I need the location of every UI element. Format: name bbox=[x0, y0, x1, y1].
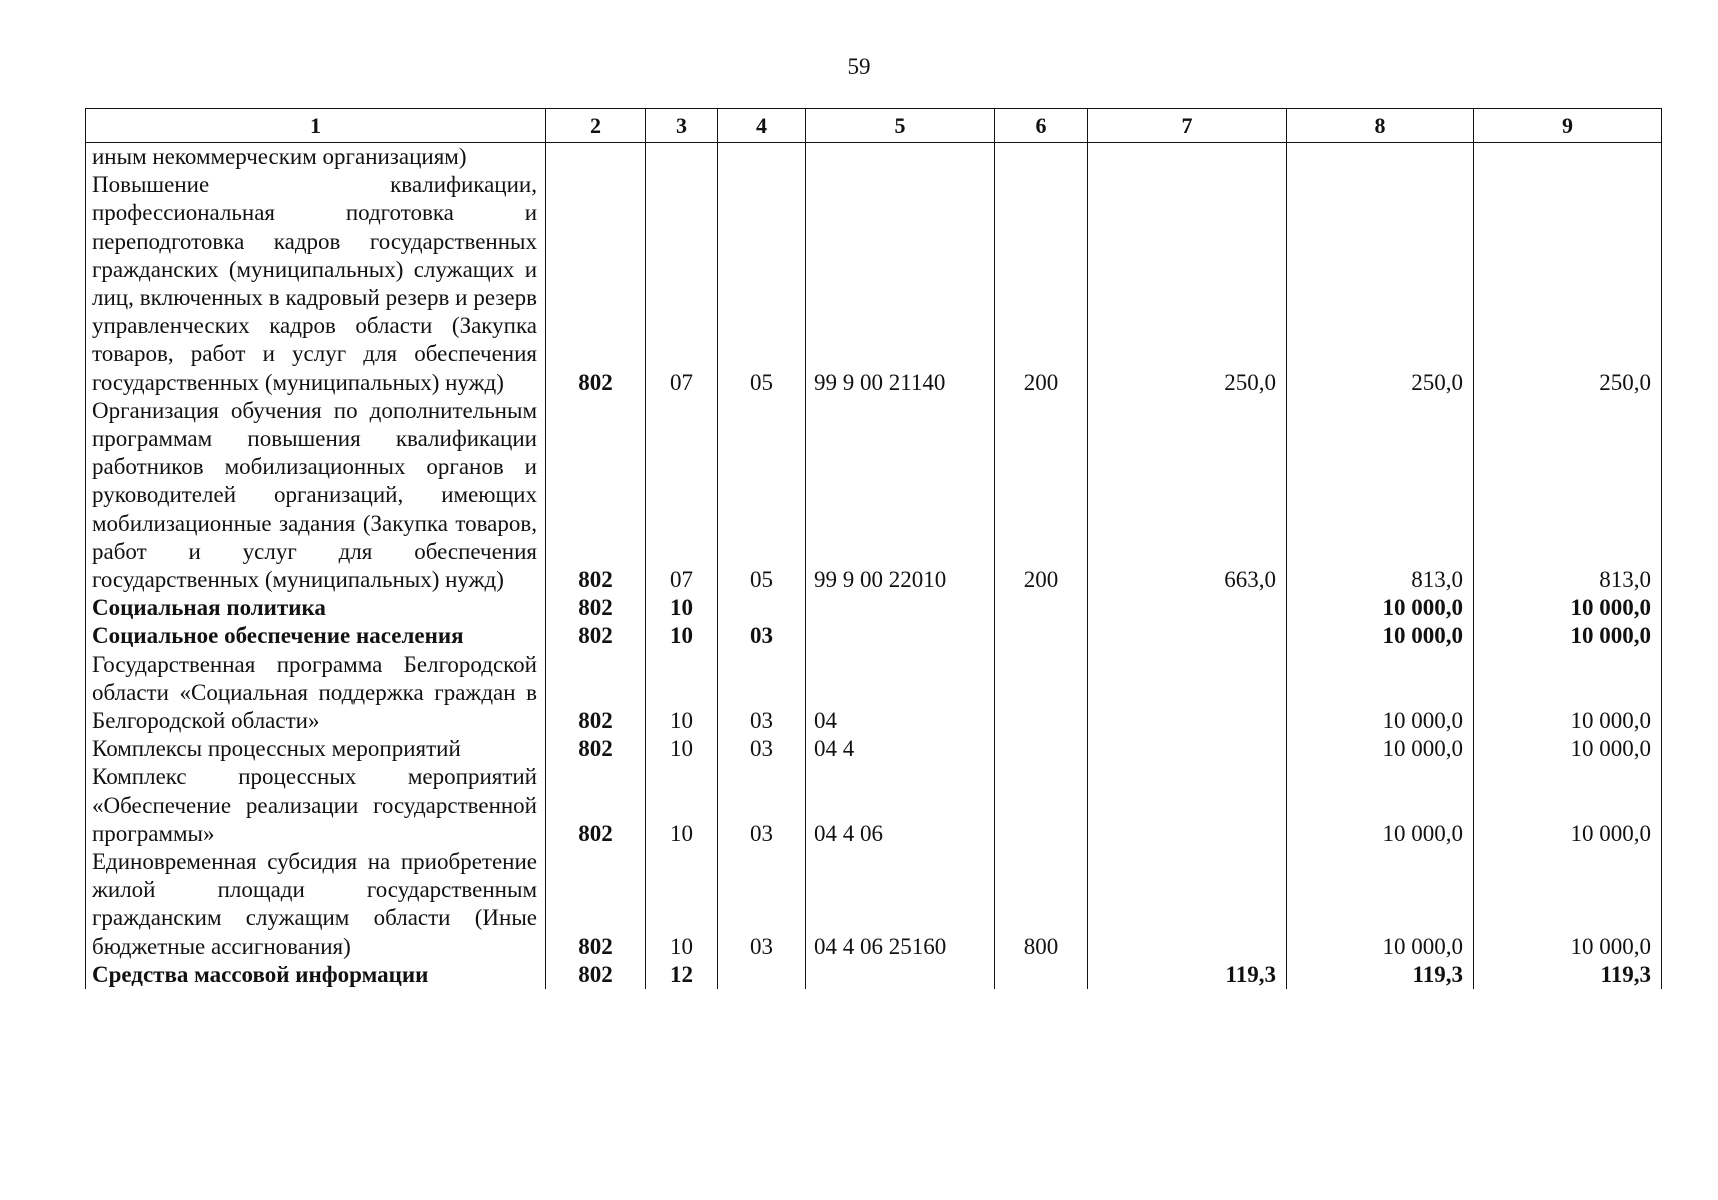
column-header: 4 bbox=[718, 109, 806, 143]
amount-col7-cell bbox=[1088, 594, 1287, 622]
row-name-cell: Организация обучения по дополнительным программам повышения квалификации работников мобилизационных органов и руководителей организаций, имеющих мобилизационные задания (Закупка товаров, работ и услуг для обеспечения государственных (муниципальных) нужд) bbox=[86, 397, 546, 594]
amount-col7-cell bbox=[1088, 143, 1287, 172]
gr-code-cell bbox=[546, 143, 646, 172]
column-header: 5 bbox=[806, 109, 995, 143]
row-name-cell: Комплекс процессных мероприятий «Обеспечение реализации государственной программы» bbox=[86, 763, 546, 848]
amount-col7-cell: 663,0 bbox=[1088, 397, 1287, 594]
section-code-cell: 10 bbox=[646, 651, 718, 736]
row-name-cell: Социальное обеспечение населения bbox=[86, 622, 546, 650]
amount-col9-cell: 10 000,0 bbox=[1474, 594, 1662, 622]
subsection-code-cell: 03 bbox=[718, 651, 806, 736]
amount-col9-cell: 119,3 bbox=[1474, 961, 1662, 989]
section-code-cell: 10 bbox=[646, 622, 718, 650]
table-row bbox=[86, 171, 1662, 397]
page-number: 59 bbox=[847, 54, 871, 79]
gr-code-cell: 802 bbox=[546, 397, 646, 594]
target-article-cell: 04 4 bbox=[806, 735, 995, 763]
section-code-cell: 10 bbox=[646, 735, 718, 763]
target-article-cell: 04 bbox=[806, 651, 995, 736]
table-row bbox=[86, 763, 1662, 848]
column-header: 3 bbox=[646, 109, 718, 143]
expense-type-cell bbox=[995, 961, 1088, 989]
row-name-cell: Государственная программа Белгородской области «Социальная поддержка граждан в Белгородской области» bbox=[86, 651, 546, 736]
amount-col9-cell: 250,0 bbox=[1474, 171, 1662, 397]
gr-code-cell: 802 bbox=[546, 763, 646, 848]
section-code-cell: 07 bbox=[646, 171, 718, 397]
amount-col8-cell: 250,0 bbox=[1287, 171, 1474, 397]
amount-col8-cell: 813,0 bbox=[1287, 397, 1474, 594]
expense-type-cell: 200 bbox=[995, 171, 1088, 397]
subsection-code-cell: 05 bbox=[718, 397, 806, 594]
target-article-cell bbox=[806, 961, 995, 989]
gr-code-cell: 802 bbox=[546, 848, 646, 961]
amount-col7-cell bbox=[1088, 651, 1287, 736]
table-row bbox=[86, 594, 1662, 622]
expense-type-cell bbox=[995, 735, 1088, 763]
gr-code-cell: 802 bbox=[546, 735, 646, 763]
amount-col8-cell: 10 000,0 bbox=[1287, 848, 1474, 961]
amount-col7-cell bbox=[1088, 763, 1287, 848]
gr-code-cell: 802 bbox=[546, 594, 646, 622]
section-code-cell bbox=[646, 143, 718, 172]
column-header: 6 bbox=[995, 109, 1088, 143]
target-article-cell: 99 9 00 22010 bbox=[806, 397, 995, 594]
budget-table bbox=[85, 108, 1662, 989]
section-code-cell: 07 bbox=[646, 397, 718, 594]
table-row bbox=[86, 961, 1662, 989]
table-row bbox=[86, 848, 1662, 961]
amount-col7-cell: 250,0 bbox=[1088, 171, 1287, 397]
amount-col8-cell: 10 000,0 bbox=[1287, 622, 1474, 650]
gr-code-cell: 802 bbox=[546, 961, 646, 989]
amount-col8-cell: 119,3 bbox=[1287, 961, 1474, 989]
section-code-cell: 10 bbox=[646, 848, 718, 961]
table-row bbox=[86, 143, 1662, 172]
gr-code-cell: 802 bbox=[546, 651, 646, 736]
amount-col9-cell: 10 000,0 bbox=[1474, 622, 1662, 650]
section-code-cell: 10 bbox=[646, 763, 718, 848]
amount-col9-cell: 10 000,0 bbox=[1474, 763, 1662, 848]
subsection-code-cell: 03 bbox=[718, 763, 806, 848]
column-header: 7 bbox=[1088, 109, 1287, 143]
row-name-cell: Социальная политика bbox=[86, 594, 546, 622]
column-header: 8 bbox=[1287, 109, 1474, 143]
expense-type-cell bbox=[995, 651, 1088, 736]
row-name-cell: Комплексы процессных мероприятий bbox=[86, 735, 546, 763]
subsection-code-cell: 03 bbox=[718, 622, 806, 650]
column-header: 1 bbox=[86, 109, 546, 143]
subsection-code-cell bbox=[718, 961, 806, 989]
amount-col8-cell: 10 000,0 bbox=[1287, 735, 1474, 763]
target-article-cell: 99 9 00 21140 bbox=[806, 171, 995, 397]
section-code-cell: 12 bbox=[646, 961, 718, 989]
amount-col9-cell: 10 000,0 bbox=[1474, 651, 1662, 736]
target-article-cell bbox=[806, 594, 995, 622]
target-article-cell: 04 4 06 bbox=[806, 763, 995, 848]
amount-col8-cell: 10 000,0 bbox=[1287, 651, 1474, 736]
expense-type-cell bbox=[995, 594, 1088, 622]
amount-col8-cell: 10 000,0 bbox=[1287, 594, 1474, 622]
row-name-cell: Единовременная субсидия на приобретение жилой площади государственным гражданским служащим области (Иные бюджетные ассигнования) bbox=[86, 848, 546, 961]
amount-col9-cell: 10 000,0 bbox=[1474, 848, 1662, 961]
gr-code-cell: 802 bbox=[546, 171, 646, 397]
amount-col9-cell: 813,0 bbox=[1474, 397, 1662, 594]
subsection-code-cell bbox=[718, 143, 806, 172]
column-header: 2 bbox=[546, 109, 646, 143]
expense-type-cell: 200 bbox=[995, 397, 1088, 594]
row-name-cell: Повышение квалификации, профессиональная подготовка и переподготовка кадров государственных гражданских (муниципальных) служащих и лиц, включенных в кадровый резерв и резерв управленческих кадров области (Закупка товаров, работ и услуг для обеспечения государственных (муниципальных) нужд) bbox=[86, 171, 546, 397]
expense-type-cell: 800 bbox=[995, 848, 1088, 961]
table-row bbox=[86, 735, 1662, 763]
subsection-code-cell: 03 bbox=[718, 735, 806, 763]
expense-type-cell bbox=[995, 143, 1088, 172]
amount-col7-cell: 119,3 bbox=[1088, 961, 1287, 989]
gr-code-cell: 802 bbox=[546, 622, 646, 650]
table-row bbox=[86, 622, 1662, 650]
table-row bbox=[86, 397, 1662, 594]
expense-type-cell bbox=[995, 622, 1088, 650]
amount-col7-cell bbox=[1088, 848, 1287, 961]
target-article-cell bbox=[806, 143, 995, 172]
amount-col8-cell bbox=[1287, 143, 1474, 172]
amount-col7-cell bbox=[1088, 735, 1287, 763]
target-article-cell bbox=[806, 622, 995, 650]
column-header: 9 bbox=[1474, 109, 1662, 143]
row-name-cell: иным некоммерческим организациям) bbox=[86, 143, 546, 172]
table-header-row bbox=[86, 109, 1662, 143]
amount-col9-cell: 10 000,0 bbox=[1474, 735, 1662, 763]
subsection-code-cell: 03 bbox=[718, 848, 806, 961]
expense-type-cell bbox=[995, 763, 1088, 848]
table-row bbox=[86, 651, 1662, 736]
amount-col9-cell bbox=[1474, 143, 1662, 172]
amount-col7-cell bbox=[1088, 622, 1287, 650]
subsection-code-cell bbox=[718, 594, 806, 622]
amount-col8-cell: 10 000,0 bbox=[1287, 763, 1474, 848]
target-article-cell: 04 4 06 25160 bbox=[806, 848, 995, 961]
row-name-cell: Средства массовой информации bbox=[86, 961, 546, 989]
subsection-code-cell: 05 bbox=[718, 171, 806, 397]
section-code-cell: 10 bbox=[646, 594, 718, 622]
